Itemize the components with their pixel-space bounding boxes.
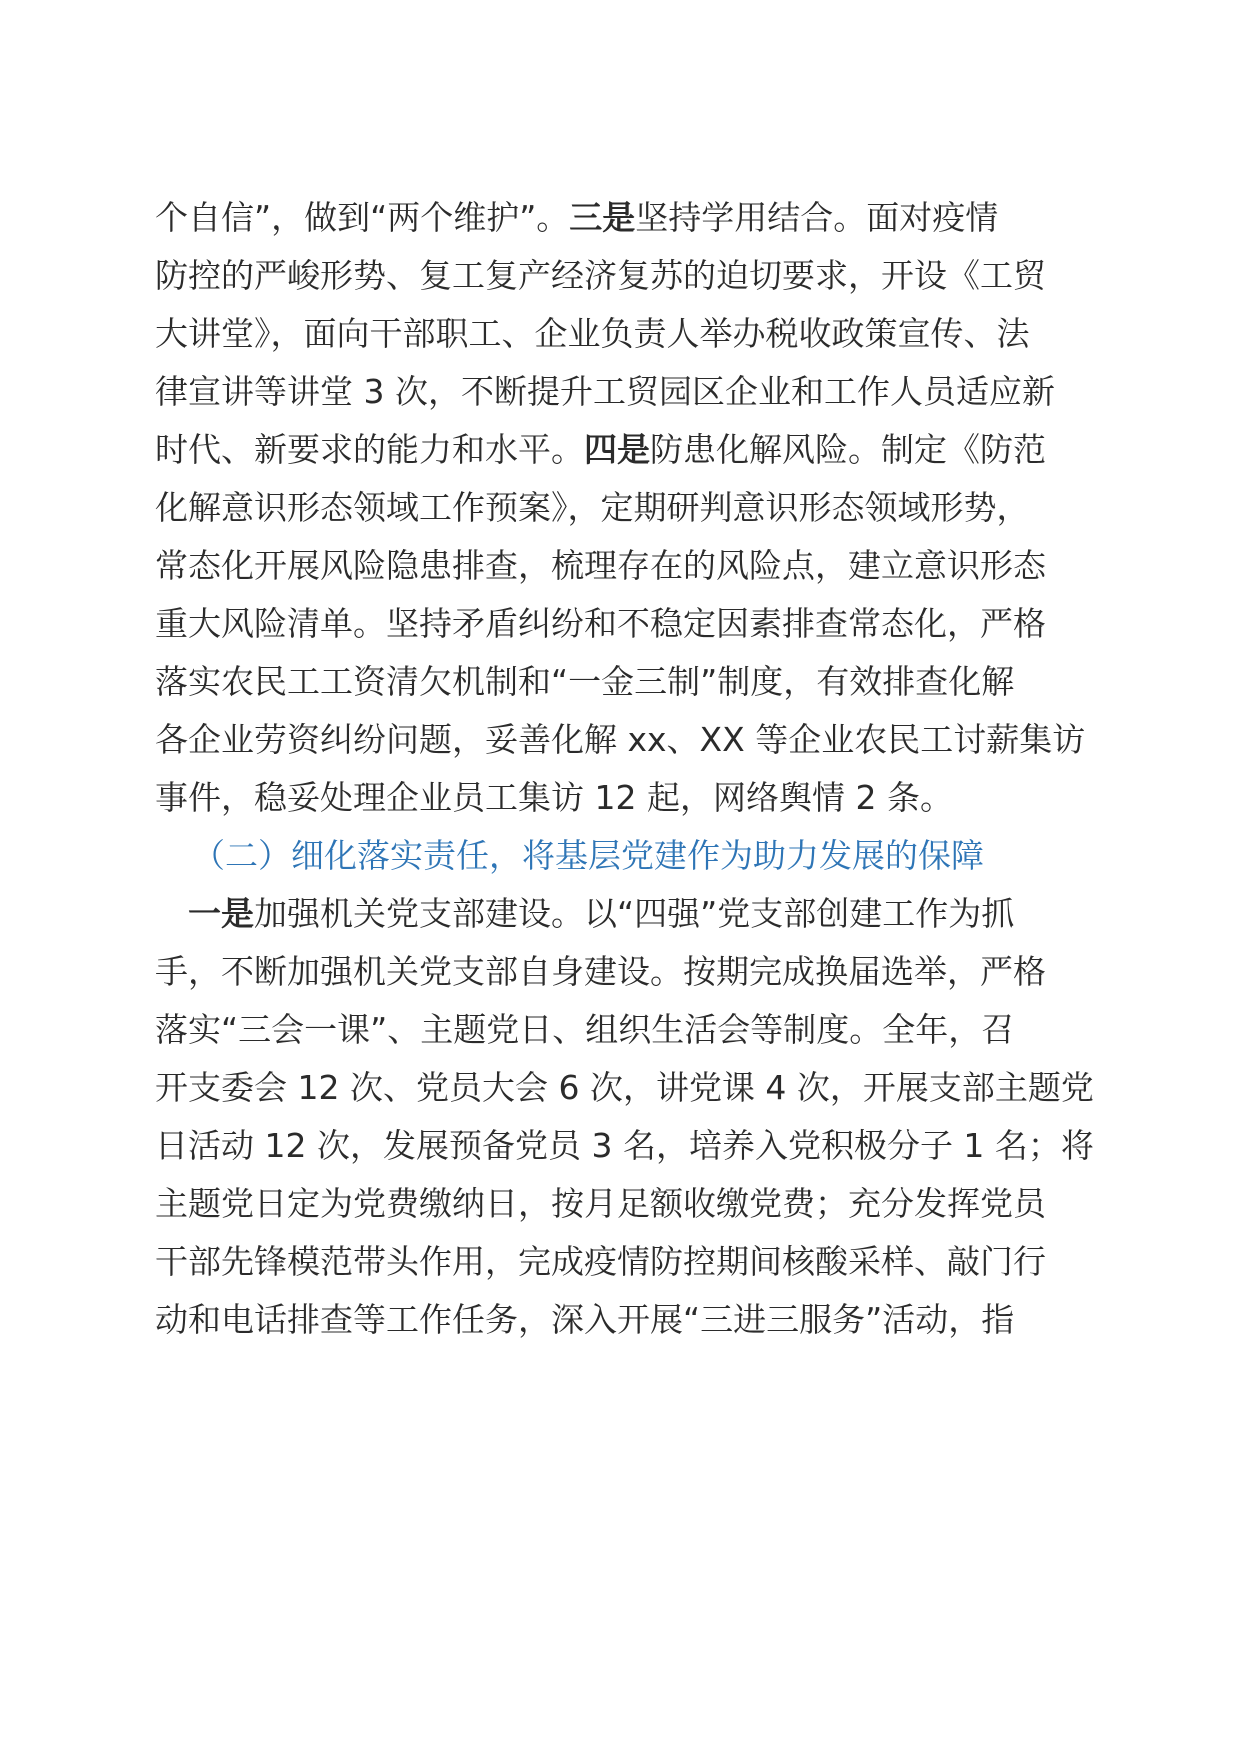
text-line: 日活动 12 次，发展预备党员 3 名，培养入党积极分子 1 名；将 (155, 1126, 1094, 1165)
text-line (188, 894, 1014, 934)
text-line: 重大风险清单。坚持矛盾纠纷和不稳定因素排查常态化，严格 (155, 604, 1046, 643)
text-line: 开支委会 12 次、党员大会 6 次，讲党课 4 次，开展支部主题党 (155, 1068, 1094, 1107)
text-line: 手，不断加强机关党支部自身建设。按期完成换届选举，严格 (155, 952, 1046, 991)
text-line: 落实“三会一课”、主题党日、组织生活会等制度。全年，召 (155, 1010, 1015, 1049)
text-line: 落实农民工工资清欠机制和“一金三制”制度，有效排查化解 (155, 662, 1015, 701)
text-run: 个自信”，做到“两个维护”。 (155, 198, 570, 237)
text-line: 事件，稳妥处理企业员工集访 12 起，网络舆情 2 条。 (155, 778, 953, 817)
text-line (155, 198, 998, 238)
text-line: 干部先锋模范带头作用，完成疫情防控期间核酸采样、敲门行 (155, 1242, 1046, 1281)
text-line: 律宣讲等讲堂 3 次，不断提升工贸园区企业和工作人员适应新 (155, 372, 1055, 411)
text-line: 各企业劳资纠纷问题，妥善化解 xx、XX 等企业农民工讨薪集访 (155, 720, 1086, 759)
text-line: 化解意识形态领域工作预案》，定期研判意识形态领域形势， (155, 488, 1030, 527)
text-line: 主题党日定为党费缴纳日，按月足额收缴党费；充分发挥党员 (155, 1184, 1046, 1223)
text-line: 防控的严峻形势、复工复产经济复苏的迫切要求，开设《工贸 (155, 256, 1046, 295)
bold-marker: 一是 (188, 894, 254, 933)
text-run: 防患化解风险。制定《防范 (650, 430, 1046, 469)
bold-marker: 三是 (569, 198, 636, 237)
text-line: 常态化开展风险隐患排查，梳理存在的风险点，建立意识形态 (155, 546, 1046, 585)
text-run: 时代、新要求的能力和水平。 (155, 430, 584, 469)
section-heading: （二）细化落实责任，将基层党建作为助力发展的保障 (192, 836, 984, 875)
text-line: 动和电话排查等工作任务，深入开展“三进三服务”活动，指 (155, 1300, 1015, 1339)
text-line: 大讲堂》，面向干部职工、企业负责人举办税收政策宣传、法 (155, 314, 1030, 353)
text-run: 坚持学用结合。面对疫情 (635, 198, 999, 237)
text-line (155, 430, 1046, 470)
text-run: 加强机关党支部建设。以“四强”党支部创建工作为抓 (254, 894, 1015, 933)
bold-marker: 四是 (584, 430, 650, 469)
